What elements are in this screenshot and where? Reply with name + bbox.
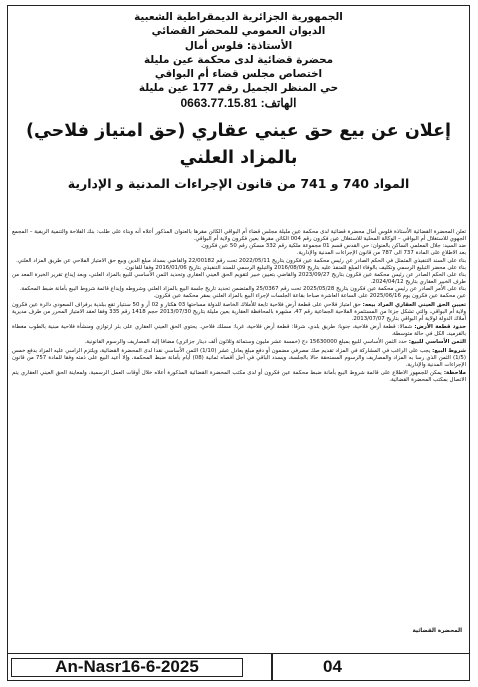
footer-divider [271,654,273,680]
section-text: حدد الثمن الأساسي للبيع بمبلغ 15630000 دج (خمسة عشر مليون وستمائة وثلاثون ألف دينار جزائري) مضافا إليه المصاريف والرسوم القانونية. [84,339,408,346]
header-line: محضرة قضائية لدى محكمة عين مليلة [143,53,334,66]
header [8,6,469,110]
header-line: الجمهورية الجزائرية الديمقراطية الشعبية [134,11,343,23]
page-number: 04 [323,657,342,676]
body-paragraph: بناء على السند التنفيذي المتمثل في الحكم الصادر عن رئيس محكمة عين فكرون بتاريخ 2022/05/11 تحت رقم 22/00182 والقاضي بسداد مبلغ الدين وبيع حق الامتياز الفلاحي عن طريق المزاد العلني. [16,257,466,264]
page-title: إعلان عن بيع حق عيني عقاري (حق امتياز فلاحي) [25,120,452,141]
header-line: اختصاص مجلس قضاء أم البواقي [154,68,323,81]
section-text: شمالا: قطعة أرض فلاحية، جنوبا: طريق بلدي، شرقا: قطعة أرض فلاحية، غربا: مسلك فلاحي. يحتوي الحق العيني العقاري على بئر ارتوازي ومنشأة فلاحية مبنية بالطوب مغطاة بالقرميد، الكل في حالة متوسطة. [12,324,466,338]
section-text: يجب على الراغب في المشاركة في المزاد تقديم صك مصرفي مضمون أو دفع مبلغ يعادل عشر (1/10) الثمن الأساسي نقدا لدى المحضرة القضائية، ويلتزم الراسي عليه المزاد بدفع خمس (1/5) الثمن الذي رسا به المزاد والمصاريف والرسوم المستحقة حالا بالجلسة، ويسدد الباقي في أجل أقصاه ثمانية (08) أيام بأمانة ضبط المحكمة، وإلا أعيد البيع على ذمته وفقا للمادة 757 من قانون الإجراءات المدنية والإدارية. [12,347,466,368]
body-paragraph: بناء على الأمر الصادر عن رئيس محكمة عين فكرون بتاريخ 2025/05/28 تحت رقم 25/0367 والمتضمن تحديد تاريخ جلسة البيع بالمزاد العلني وشروطه وإيداع قائمة شروط البيع بأمانة ضبط المحكمة. [19,286,466,293]
body-paragraph: بعد الاطلاع على المادة 737 الى 787 من قانون الإجراءات المدنية والإدارية. [296,250,466,257]
section-text: يمكن للجمهور الاطلاع على قائمة شروط البيع بأمانة ضبط محكمة عين فكرون أو لدى مكتب المحضرة القضائية المذكورة أعلاه خلال أوقات العمل الرسمية، ولمعاينة الحق العيني العقاري يتم الاتصال بمكتب المحضرة القضائية. [12,369,466,384]
announcement-body [12,229,466,384]
body-paragraph: ضد السيد: جلال المعلمي الساكن بالعنوان: حي القدس قسم 01 مجموعة ملكية رقم 332 مسكن رقم 50 عين فكرون. [200,243,466,250]
section-heading: الثمن الأساسي للبيع: [408,339,466,346]
section-heading: تعيين الحق العيني العقاري المراد بيعه: [362,301,467,308]
publication-reference: An-Nasr16-6-2025 [11,658,243,677]
phone-number: الهاتف: 0663.77.15.81 [180,95,297,110]
section [12,339,466,346]
section-text: حق امتياز فلاحي على قطعة أرض فلاحية تابعة للأملاك الخاصة للدولة مساحتها 03 هكتار و 02 آر و 50 سنتيار تقع ببلدية برفراف السعودي دائرة عين فكرون ولاية أم البواقي، والتي تشكل جزءا من المستثمرة الفلاحية الجماعية رقم 47، مشهرة بالمحافظة العقارية بعين مليلة بتاريخ 2013/07/30 حجم 1418 رقم 335 وفقا لعقد الامتياز المحرر من طرف مديرية أملاك الدولة لولاية أم البواقي بتاريخ 2013/07/07. [12,301,466,322]
signature-label: المحضرة القضائية [412,628,462,634]
body-paragraph: بناء على محضر التبليغ الرسمي وتكليف بالوفاء المبلغ للمنفذ عليه بتاريخ 2016/08/09 والتبليغ الرسمي للسند التنفيذي بتاريخ 2016/01/06 وفقا للقانون. [124,264,466,271]
page-title-line2: بالمزاد العلني [179,147,298,168]
section [12,302,466,323]
header-line: حي المنظر الجميل رقم 177 عين مليلة [138,82,339,95]
body-paragraph: عين محكمة عين فكرون يوم 2025/06/16 على الساعة العاشرة صباحا بقاعة الجلسات لإجراء البيع بالمزاد العلني بمقر محكمة عين فكرون. [153,293,466,300]
header-line: الأستاذة: فلوس أمال [184,39,293,52]
section-heading: ملاحظة: [443,369,466,376]
footer [7,653,470,681]
page-subtitle: المواد 740 و 741 من قانون الإجراءات المدنية و الإدارية [67,175,410,191]
section-heading: شروط البيع: [432,347,467,354]
section [12,348,466,369]
section [12,324,466,338]
body-paragraph: تعلن المحضرة القضائية الأستاذة فلوس أمال محضرة قضائية لدى محكمة عين مليلة مجلس قضاء أم البواقي الكائن مقرها بالعنوان المذكور أعلاه أنه وبناء على طلب: بنك الفلاحة والتنمية الريفية – المجمع الجهوي للاستغلال أم البواقي – الوكالة المحلية للاستغلال عين فكرون رقم 004 الكائن مقرها بعين فكرون ولاية أم البواقي. [12,229,466,243]
section-heading: حدود قطعة الأرض: [414,324,467,331]
header-line: الديوان العمومي للمحضر القضائي [151,25,326,38]
body-paragraph: بناء على الحكم الصادر عن رئيس محكمة عين فكرون بتاريخ 2023/09/27 والقاضي بتعيين خبير لتقويم الحق العيني العقاري وتحديد الثمن الأساسي للبيع بالمزاد العلني، وبعد إيداع تقرير الخبرة المعد من طرف الخبير العقاري بتاريخ 2024/04/12. [12,271,466,286]
section [12,370,466,384]
